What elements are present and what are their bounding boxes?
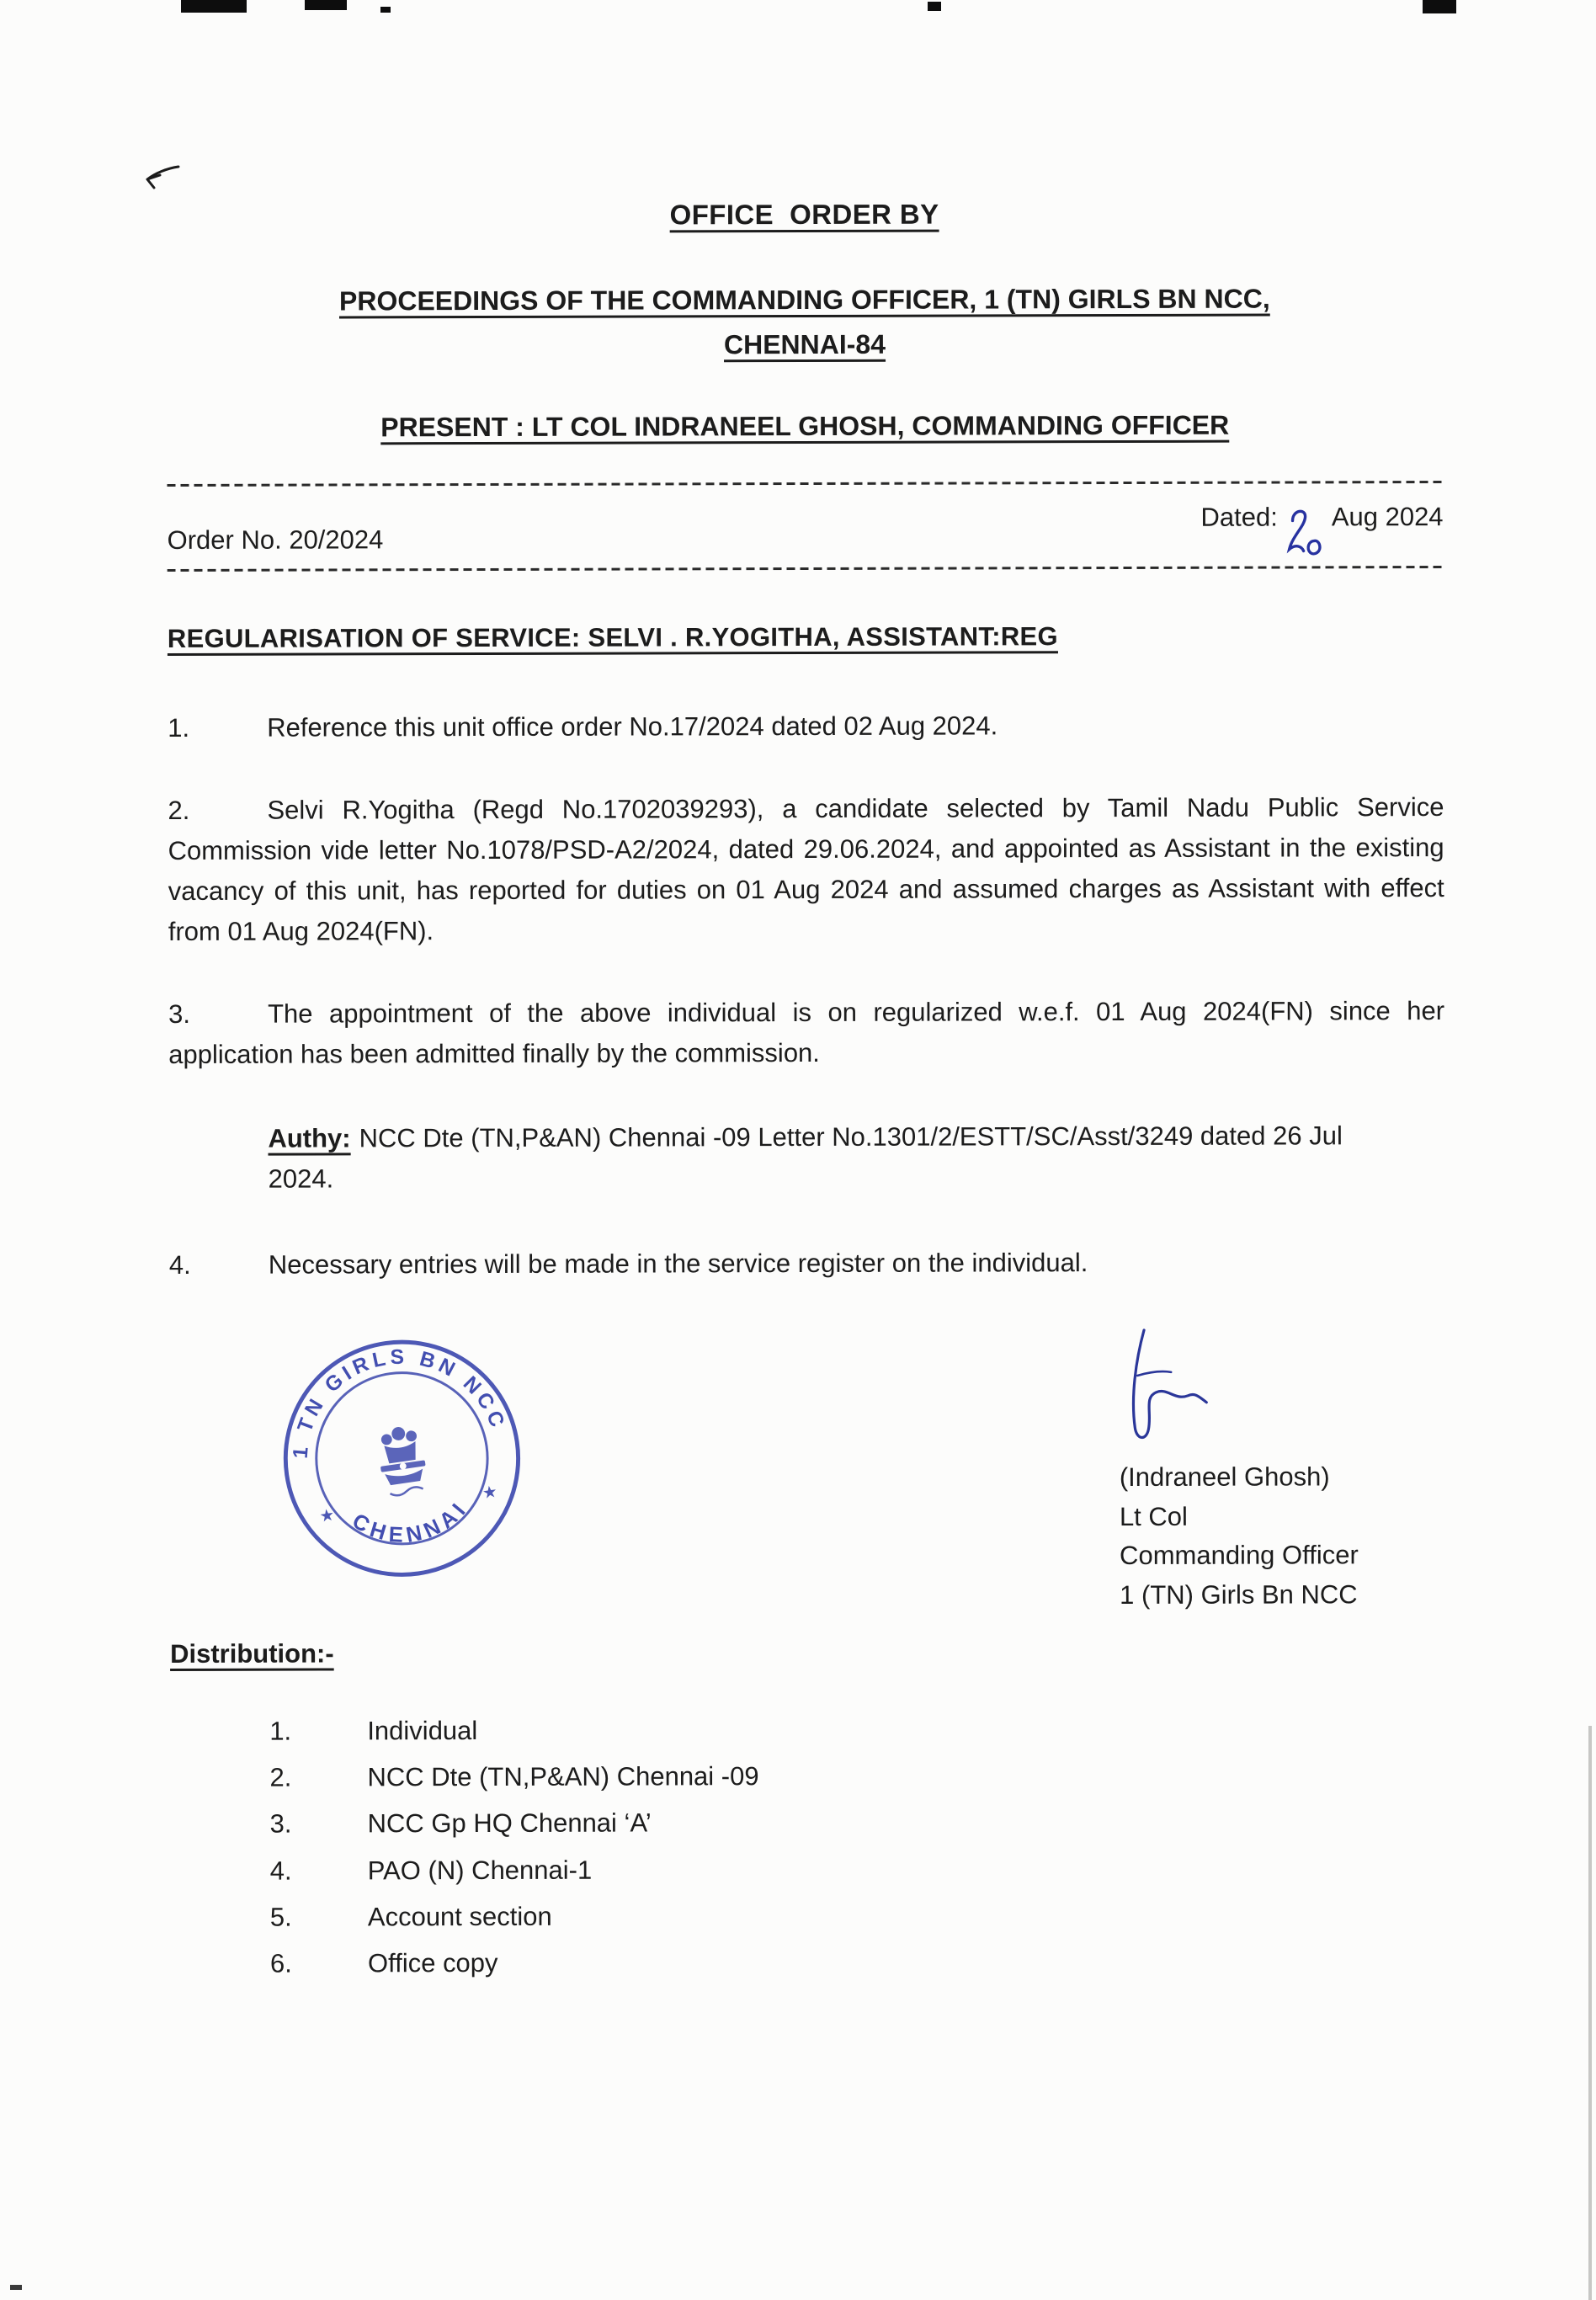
svg-text:1 TN GIRLS BN NCC — [275, 1331, 510, 1462]
para-text: Necessary entries will be made in the service register on the individual. — [268, 1248, 1088, 1280]
distribution-label: Distribution:- — [170, 1638, 334, 1669]
list-item — [171, 1891, 1447, 1941]
distribution-label-wrap — [170, 1636, 1446, 1669]
stamp-star-left-icon: ★ — [318, 1505, 336, 1526]
para-number: 2. — [168, 795, 190, 825]
proceedings-heading — [167, 276, 1443, 369]
signatory-designation: Commanding Officer — [1119, 1540, 1359, 1571]
authority-text: NCC Dte (TN,P&AN) Chennai -09 Letter No.1301/2/ESTT/SC/Asst/3249 dated 26 Jul 2024. — [268, 1121, 1343, 1194]
list-item-number: 3. — [269, 1809, 292, 1839]
list-item — [171, 1937, 1447, 1987]
present-line-wrap — [167, 409, 1443, 444]
list-item-text: NCC Dte (TN,P&AN) Chennai -09 — [367, 1761, 759, 1792]
list-item-number: 5. — [269, 1902, 292, 1932]
paragraph-1 — [168, 705, 1444, 748]
document-content — [166, 0, 1447, 1987]
authority-label: Authy: — [268, 1123, 351, 1153]
para-number: 1. — [168, 712, 190, 743]
scan-edge-shadow — [1588, 1726, 1592, 2300]
para-text: The appointment of the above individual is on regularized w.e.f. 01 Aug 2024(FN) since her application has been admitted finally by the commission. — [168, 995, 1445, 1069]
para-text: Reference this unit office order No.17/2024 dated 02 Aug 2024. — [267, 710, 998, 743]
ashoka-emblem-icon — [375, 1424, 429, 1497]
authority-block — [268, 1115, 1345, 1199]
signature-mark — [1112, 1325, 1264, 1468]
document-title: OFFICE ORDER BY — [669, 198, 939, 231]
paragraph-4 — [169, 1242, 1445, 1286]
dated-label: Dated: — [1200, 502, 1278, 532]
signatory-name: (Indraneel Ghosh) — [1119, 1461, 1330, 1493]
stamp-bottom-text: CHENNAI — [348, 1495, 474, 1548]
list-item-number: 1. — [269, 1716, 292, 1746]
list-item-number: 6. — [269, 1948, 292, 1978]
handwritten-day-mark — [1283, 505, 1327, 557]
proceedings-heading-line2: CHENNAI-84 — [723, 328, 886, 360]
dated-group — [1200, 502, 1443, 558]
list-item — [170, 1751, 1446, 1801]
list-item-number: 4. — [269, 1855, 292, 1886]
stamp-signature-row — [169, 1331, 1446, 1617]
subject-line-wrap — [168, 620, 1444, 654]
dated-month-year: Aug 2024 — [1331, 501, 1444, 531]
proceedings-heading-line1: PROCEEDINGS OF THE COMMANDING OFFICER, 1 (TN) GIRLS BN NCC, — [338, 283, 1270, 317]
list-item-text: NCC Gp HQ Chennai ‘A’ — [367, 1808, 652, 1839]
distribution-list — [170, 1705, 1447, 1987]
divider-dashed-bottom — [168, 566, 1444, 572]
list-item-number: 2. — [269, 1762, 292, 1792]
para-text: Selvi R.Yogitha (Regd No.1702039293), a candidate selected by Tamil Nadu Public Service Commission vide letter No.1078/PSD-A2/2024, dated 29.06.2024, and appointed as Assistant in the existing vacancy of this unit, has reported for duties on 01 Aug 2024 and assumed charges as Assistant with effect from 01 Aug 2024(FN). — [168, 791, 1444, 946]
para-number: 4. — [168, 1249, 191, 1280]
divider-dashed-top — [167, 481, 1443, 487]
order-number: Order No. 20/2024 — [167, 524, 384, 555]
para-number: 3. — [168, 998, 190, 1029]
list-item-text: Office copy — [367, 1947, 498, 1978]
list-item-text: PAO (N) Chennai-1 — [367, 1855, 593, 1885]
order-date-row — [167, 497, 1443, 556]
list-item — [171, 1845, 1447, 1894]
stamp-ring-text: 1 TN GIRLS BN NCC — [289, 1345, 510, 1460]
list-item — [171, 1797, 1447, 1847]
list-item-text: Individual — [367, 1716, 478, 1746]
unit-round-stamp — [277, 1334, 527, 1584]
signatory-unit: 1 (TN) Girls Bn NCC — [1120, 1579, 1358, 1610]
stamp-star-right-icon: ★ — [481, 1482, 499, 1504]
signatory-rank: Lt Col — [1119, 1501, 1188, 1531]
subject-line: REGULARISATION OF SERVICE: SELVI . R.YOGITHA, ASSISTANT:REG — [167, 620, 1058, 653]
list-item-text: Account section — [367, 1901, 552, 1932]
paragraph-2 — [168, 787, 1444, 952]
svg-text:CHENNAI — [345, 1493, 476, 1556]
scan-speck — [10, 2285, 22, 2290]
signature-block — [1120, 1457, 1359, 1615]
present-line: PRESENT : LT COL INDRANEEL GHOSH, COMMANDING OFFICER — [380, 409, 1230, 442]
list-item — [170, 1705, 1446, 1754]
paragraph-3 — [168, 991, 1444, 1075]
